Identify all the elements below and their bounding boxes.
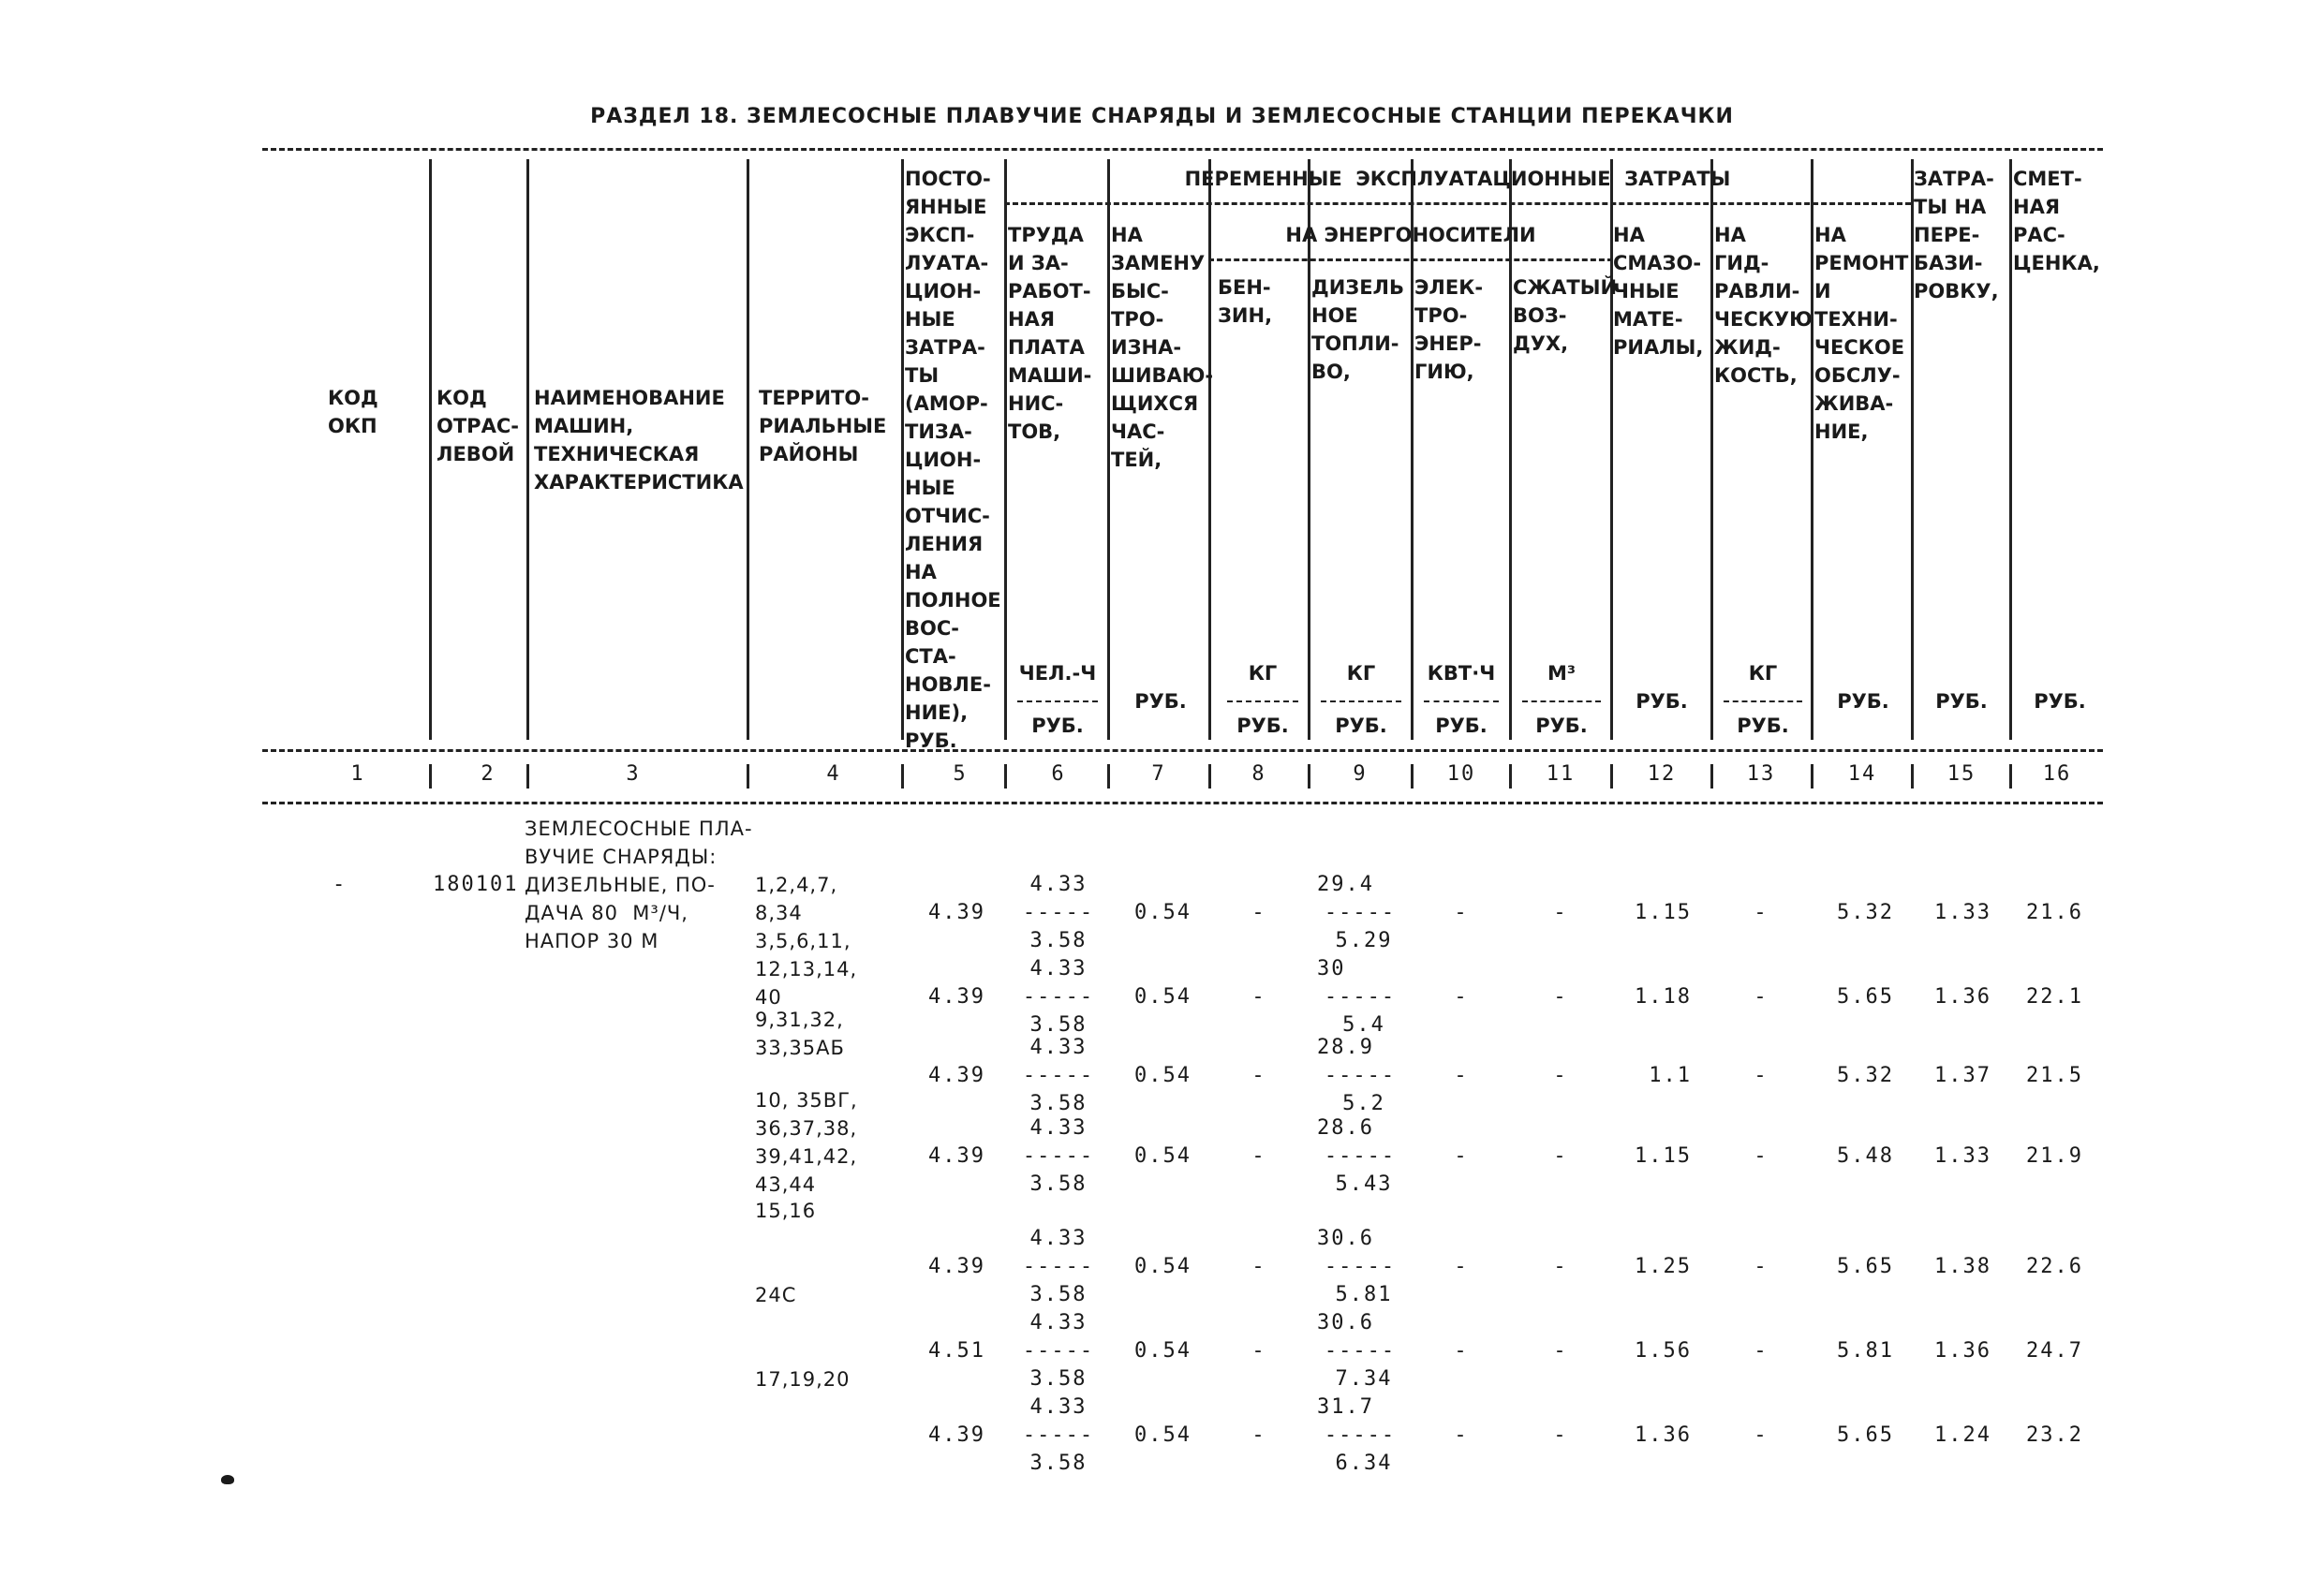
header-column-separator [1710, 159, 1713, 740]
cell-c7: 0.54 [1134, 1144, 1192, 1168]
cell-c12: 1.25 [1635, 1255, 1692, 1278]
cell-c11: - [1553, 1255, 1568, 1278]
cell-c10: - [1454, 985, 1469, 1009]
header-c6-unit: ЧЕЛ.-Ч [1018, 662, 1097, 685]
header-c10-unit2: РУБ. [1435, 715, 1488, 737]
cell-c5: 4.51 [928, 1339, 985, 1363]
column-number-separator [1004, 764, 1007, 789]
cell-c6-top: 4.33 [1029, 957, 1088, 980]
header-column-separator [1004, 159, 1007, 740]
territorial-regions: 10, 35ВГ, 36,37,38, 39,41,42, 43,44 [755, 1089, 858, 1196]
column-number-separator [1411, 764, 1414, 789]
header-column-separator [901, 159, 904, 740]
cell-c12: 1.1 [1649, 1064, 1692, 1087]
territorial-regions: 1,2,4,7, 8,34 [755, 874, 838, 924]
cell-c5: 4.39 [928, 1255, 985, 1278]
header-c14-unit: РУБ. [1837, 690, 1889, 713]
header-c5: ПОСТО- ЯННЫЕ ЭКСП- ЛУАТА- ЦИОН- НЫЕ ЗАТРА- ТЫ (АМОР- ТИЗА- ЦИОН- НЫЕ ОТЧИС- ЛЕНИЯ НА ПОЛНОЕ ВОС- СТА- НОВЛЕ- НИЕ), РУБ. [905, 168, 1001, 752]
machine-description: ДИЗЕЛЬНЫЕ, ПО- ДАЧА 80 М³/Ч, НАПОР 30 М [525, 874, 716, 952]
cell-c12: 1.56 [1635, 1339, 1692, 1363]
cell-c6-top: 4.33 [1029, 1311, 1088, 1334]
cell-c5: 4.39 [928, 1423, 985, 1447]
header-bottom-rule [262, 749, 2103, 752]
cell-c6-divider: ----- [1022, 1064, 1095, 1087]
cell-c6-divider: ----- [1022, 1144, 1095, 1168]
cell-c16: 24.7 [2026, 1339, 2083, 1363]
cell-c16: 21.9 [2026, 1144, 2083, 1168]
cell-c6-divider: ----- [1022, 901, 1095, 924]
cell-c14: 5.48 [1837, 1144, 1894, 1168]
cell-c16: 22.6 [2026, 1255, 2083, 1278]
cell-c7: 0.54 [1134, 1255, 1192, 1278]
cell-c6-divider: ----- [1022, 985, 1095, 1009]
cell-c6-bottom: 3.58 [1029, 1283, 1088, 1306]
unit-split [1522, 700, 1601, 702]
cell-c14: 5.65 [1837, 985, 1894, 1009]
header-c4: ТЕРРИТО- РИАЛЬНЫЕ РАЙОНЫ [759, 387, 887, 465]
cell-c16: 22.1 [2026, 985, 2083, 1009]
header-column-separator [429, 159, 432, 740]
cell-c8: - [1251, 1144, 1266, 1168]
cell-c9-top: 31.7 [1317, 1395, 1374, 1419]
cell-c9-bottom: 5.29 [1335, 929, 1393, 952]
cell-c14: 5.65 [1837, 1255, 1894, 1278]
header-c8-unit2: РУБ. [1236, 715, 1289, 737]
group-name: ЗЕМЛЕСОСНЫЕ ПЛА- ВУЧИЕ СНАРЯДЫ: [525, 818, 753, 868]
header-c11: СЖАТЫЙ ВОЗ- ДУХ, [1513, 276, 1618, 355]
cell-c9-bottom: 7.34 [1335, 1367, 1393, 1391]
cell-c13: - [1754, 1144, 1769, 1168]
cell-c8: - [1251, 901, 1266, 924]
column-number: 1 [350, 762, 365, 786]
column-numbers-rule [262, 802, 2103, 804]
cell-c9-bottom: 5.2 [1342, 1092, 1385, 1115]
unit-split [1424, 700, 1499, 702]
cell-c10: - [1454, 1255, 1469, 1278]
cell-c6-bottom: 3.58 [1029, 1013, 1088, 1037]
header-c8-unit: КГ [1248, 662, 1278, 685]
header-c13-unit2: РУБ. [1737, 715, 1789, 737]
column-number: 11 [1546, 762, 1576, 786]
cell-c7: 0.54 [1134, 901, 1192, 924]
cell-c6-top: 4.33 [1029, 1036, 1088, 1059]
header-column-separator [2009, 159, 2012, 740]
cell-c6-top: 4.33 [1029, 1116, 1088, 1140]
unit-split [1017, 700, 1098, 702]
column-number-separator [1710, 764, 1713, 789]
header-c10: ЭЛЕК- ТРО- ЭНЕР- ГИЮ, [1414, 276, 1484, 383]
header-c15: ЗАТРА- ТЫ НА ПЕРЕ- БАЗИ- РОВКУ, [1914, 168, 1999, 302]
column-number: 15 [1947, 762, 1976, 786]
cell-c11: - [1553, 1423, 1568, 1447]
header-energy: НА ЭНЕРГОНОСИТЕЛИ [1285, 224, 1536, 246]
column-number-separator [526, 764, 529, 789]
cell-c5: 4.39 [928, 1144, 985, 1168]
cell-c9-divider: ----- [1324, 1339, 1397, 1363]
cell-c14: 5.32 [1837, 901, 1894, 924]
cell-c8: - [1251, 1423, 1266, 1447]
cell-c8: - [1251, 1064, 1266, 1087]
territorial-regions: 24С [755, 1284, 797, 1306]
cell-c9-top: 29.4 [1317, 873, 1374, 896]
cell-c9-divider: ----- [1324, 1255, 1397, 1278]
header-c9-unit2: РУБ. [1335, 715, 1387, 737]
header-c7: НА ЗАМЕНУ БЫС- ТРО- ИЗНА- ШИВАЮ- ЩИХСЯ ЧАС- ТЕЙ, [1111, 224, 1214, 471]
cell-c9-top: 30.6 [1317, 1311, 1374, 1334]
territorial-regions: 3,5,6,11, 12,13,14, 40 [755, 930, 858, 1009]
unit-split [1227, 700, 1298, 702]
cell-c6-bottom: 3.58 [1029, 1367, 1088, 1391]
header-c15-unit: РУБ. [1935, 690, 1988, 713]
cell-c9-bottom: 5.43 [1335, 1172, 1393, 1196]
energy-underline [1208, 258, 1613, 261]
cell-c6-top: 4.33 [1029, 873, 1088, 896]
header-c2: КОД ОТРАС- ЛЕВОЙ [437, 387, 519, 465]
cell-c10: - [1454, 1064, 1469, 1087]
column-number: 9 [1353, 762, 1368, 786]
header-c12: НА СМАЗО- ЧНЫЕ МАТЕ- РИАЛЫ, [1613, 224, 1704, 359]
territorial-regions: 17,19,20 [755, 1368, 851, 1391]
cell-c13: - [1754, 1255, 1769, 1278]
header-column-separator [1107, 159, 1110, 740]
header-c7-unit: РУБ. [1134, 690, 1187, 713]
header-c13-unit: КГ [1748, 662, 1778, 685]
cell-c13: - [1754, 901, 1769, 924]
header-c16: СМЕТ- НАЯ РАС- ЦЕНКА, [2013, 168, 2100, 274]
cell-c7: 0.54 [1134, 985, 1192, 1009]
cell-c9-bottom: 6.34 [1335, 1452, 1393, 1475]
cell-c10: - [1454, 1423, 1469, 1447]
column-number-separator [901, 764, 904, 789]
cell-c15: 1.36 [1934, 1339, 1991, 1363]
cell-c9-divider: ----- [1324, 901, 1397, 924]
column-number: 6 [1051, 762, 1066, 786]
column-number: 10 [1446, 762, 1476, 786]
column-number: 3 [626, 762, 641, 786]
cell-c11: - [1553, 1144, 1568, 1168]
column-number: 7 [1151, 762, 1166, 786]
cell-c15: 1.38 [1934, 1255, 1991, 1278]
cell-c10: - [1454, 1339, 1469, 1363]
header-c9: ДИЗЕЛЬ НОЕ ТОПЛИ- ВО, [1311, 276, 1404, 383]
column-number-separator [747, 764, 749, 789]
cell-c14: 5.81 [1837, 1339, 1894, 1363]
cell-c6-divider: ----- [1022, 1423, 1095, 1447]
cell-c9-top: 28.6 [1317, 1116, 1374, 1140]
column-number-separator [1911, 764, 1914, 789]
header-c10-unit: КВТ·Ч [1427, 662, 1496, 685]
cell-c11: - [1553, 1064, 1568, 1087]
cell-c13: - [1754, 1423, 1769, 1447]
cell-c9-bottom: 5.81 [1335, 1283, 1393, 1306]
column-number: 4 [826, 762, 841, 786]
territorial-regions: 9,31,32, 33,35АБ [755, 1009, 845, 1059]
cell-c10: - [1454, 901, 1469, 924]
header-c16-unit: РУБ. [2034, 690, 2086, 713]
cell-c10: - [1454, 1144, 1469, 1168]
header-variable-costs: ПЕРЕМЕННЫЕ ЭКСПЛУАТАЦИОННЫЕ ЗАТРАТЫ [1184, 168, 1731, 190]
cell-c9-bottom: 5.4 [1342, 1013, 1385, 1037]
header-c9-unit: КГ [1346, 662, 1376, 685]
cell-c12: 1.15 [1635, 901, 1692, 924]
cell-c6-bottom: 3.58 [1029, 1172, 1088, 1196]
header-c11-unit2: РУБ. [1535, 715, 1588, 737]
page-mark [221, 1475, 234, 1484]
cell-c12: 1.15 [1635, 1144, 1692, 1168]
cell-c12: 1.36 [1635, 1423, 1692, 1447]
cell-c6-top: 4.33 [1029, 1227, 1088, 1250]
column-number: 2 [481, 762, 496, 786]
header-c6: ТРУДА И ЗА- РАБОТ- НАЯ ПЛАТА МАШИ- НИС- ТОВ, [1008, 224, 1092, 443]
unit-split [1724, 700, 1802, 702]
unit-split [1321, 700, 1401, 702]
okp-code: - [333, 873, 348, 896]
column-number-separator [429, 764, 432, 789]
column-number-separator [1308, 764, 1310, 789]
column-number: 14 [1847, 762, 1877, 786]
cell-c8: - [1251, 1339, 1266, 1363]
cell-c9-divider: ----- [1324, 1423, 1397, 1447]
header-c1: КОД ОКП [328, 387, 378, 437]
cell-c13: - [1754, 1339, 1769, 1363]
cell-c6-divider: ----- [1022, 1339, 1095, 1363]
cell-c11: - [1553, 985, 1568, 1009]
column-number-separator [2009, 764, 2012, 789]
cell-c8: - [1251, 1255, 1266, 1278]
cell-c5: 4.39 [928, 901, 985, 924]
column-number-separator [1107, 764, 1110, 789]
cell-c9-divider: ----- [1324, 1064, 1397, 1087]
header-c13: НА ГИД- РАВЛИ- ЧЕСКУЮ ЖИД- КОСТЬ, [1714, 224, 1813, 387]
header-c12-unit: РУБ. [1636, 690, 1688, 713]
column-number-separator [1610, 764, 1613, 789]
header-top-rule [262, 148, 2103, 151]
column-number: 8 [1251, 762, 1266, 786]
header-c11-unit: М³ [1547, 662, 1576, 685]
cell-c15: 1.33 [1934, 901, 1991, 924]
cell-c11: - [1553, 901, 1568, 924]
cell-c15: 1.37 [1934, 1064, 1991, 1087]
cell-c7: 0.54 [1134, 1064, 1192, 1087]
cell-c8: - [1251, 985, 1266, 1009]
column-number: 5 [953, 762, 968, 786]
page-title: РАЗДЕЛ 18. ЗЕМЛЕСОСНЫЕ ПЛАВУЧИЕ СНАРЯДЫ И ЗЕМЛЕСОСНЫЕ СТАНЦИИ ПЕРЕКАЧКИ [590, 105, 1734, 128]
cell-c6-bottom: 3.58 [1029, 1452, 1088, 1475]
column-number-separator [1811, 764, 1813, 789]
cell-c13: - [1754, 1064, 1769, 1087]
cell-c14: 5.32 [1837, 1064, 1894, 1087]
column-number: 12 [1647, 762, 1677, 786]
cell-c15: 1.24 [1934, 1423, 1991, 1447]
header-c8: БЕН- ЗИН, [1218, 276, 1273, 327]
header-c3: НАИМЕНОВАНИЕ МАШИН, ТЕХНИЧЕСКАЯ ХАРАКТЕРИСТИКА [534, 387, 744, 494]
cell-c9-divider: ----- [1324, 1144, 1397, 1168]
cell-c16: 23.2 [2026, 1423, 2083, 1447]
cell-c6-divider: ----- [1022, 1255, 1095, 1278]
cell-c6-bottom: 3.58 [1029, 1092, 1088, 1115]
cell-c7: 0.54 [1134, 1423, 1192, 1447]
cell-c11: - [1553, 1339, 1568, 1363]
cell-c5: 4.39 [928, 1064, 985, 1087]
cell-c9-divider: ----- [1324, 985, 1397, 1009]
cell-c16: 21.5 [2026, 1064, 2083, 1087]
cell-c9-top: 30.6 [1317, 1227, 1374, 1250]
cell-c14: 5.65 [1837, 1423, 1894, 1447]
column-number: 13 [1746, 762, 1776, 786]
cell-c6-top: 4.33 [1029, 1395, 1088, 1419]
cell-c5: 4.39 [928, 985, 985, 1009]
cell-c12: 1.18 [1635, 985, 1692, 1009]
cell-c9-top: 30 [1317, 957, 1346, 980]
cell-c16: 21.6 [2026, 901, 2083, 924]
cell-c7: 0.54 [1134, 1339, 1192, 1363]
branch-code: 180101 [433, 873, 519, 896]
variable-costs-underline [1004, 202, 1911, 205]
cell-c15: 1.33 [1934, 1144, 1991, 1168]
cell-c6-bottom: 3.58 [1029, 929, 1088, 952]
territorial-regions: 15,16 [755, 1200, 817, 1222]
column-number: 16 [2042, 762, 2072, 786]
cell-c15: 1.36 [1934, 985, 1991, 1009]
header-c6-unit2: РУБ. [1031, 715, 1084, 737]
header-c14: НА РЕМОНТ И ТЕХНИ- ЧЕСКОЕ ОБСЛУ- ЖИВА- НИЕ, [1814, 224, 1909, 443]
cell-c9-top: 28.9 [1317, 1036, 1374, 1059]
column-number-separator [1509, 764, 1512, 789]
cell-c13: - [1754, 985, 1769, 1009]
column-number-separator [1208, 764, 1211, 789]
